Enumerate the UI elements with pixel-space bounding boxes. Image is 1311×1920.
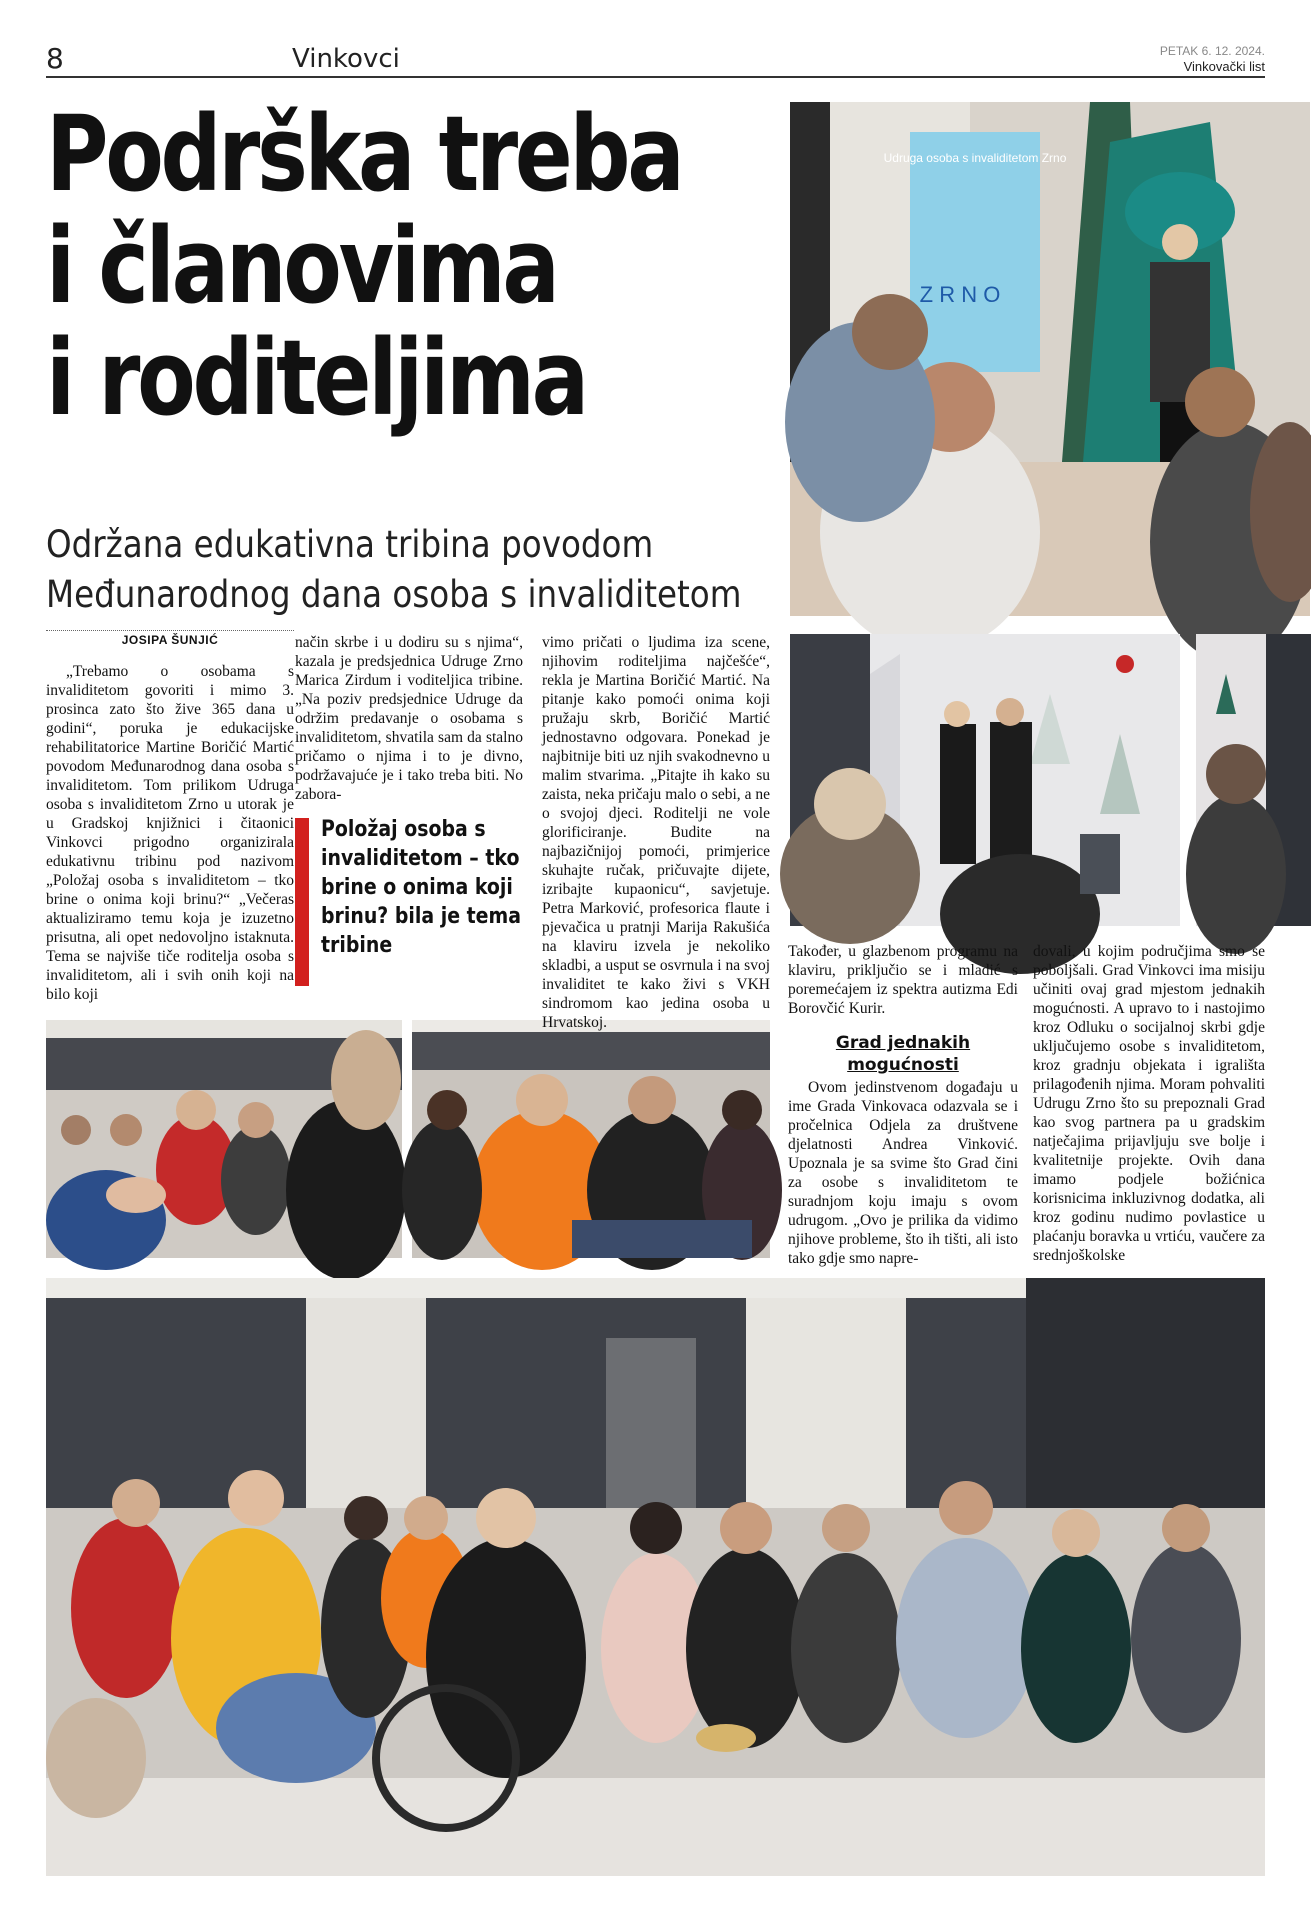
pull-quote: Položaj osoba s invaliditetom – tko brine o onima koji brinu? bila je tema tribine (321, 817, 521, 958)
photo-performers (790, 634, 1180, 926)
body-paragraph: Ovom jedinstvenom događaju u ime Grada Vinkovaca odazvala se i pročelnica Odjela za društvene djelatnosti Andrea Vinković. Upoznala je sa svime što Grad čini za osobe s invaliditetom te suradnjom koju imaju s ovom udrugom. „Ovo je prilika da vidimo njihove probleme, što ih tišti, ali isto tako gdje smo napre- (788, 1079, 1018, 1267)
headline-line: i članovima (46, 205, 557, 327)
photo-audience-wide (46, 1278, 1265, 1876)
banner-text: Udruga osoba s invaliditetom Zrno (883, 151, 1067, 165)
body-paragraph: način skrbe i u dodiru su s njima“, kazala je predsjednica Udruge Zrno Marica Zirdum i voditeljica tribine. „Na poziv predsjednice Udruge da održim predavanje o osobama s invaliditetom, shvatila sam da stalno pričamo o njima i to je divno, podržavajuće je i tako treba biti. No zabora- (295, 634, 523, 803)
newspaper-name: Vinkovački list (1183, 59, 1265, 74)
body-paragraph: „Trebamo o osobama s invaliditetom govoriti i mimo 3. prosinca zato što žive 365 dana u godini“, poruka je edukacijske rehabilitatorice Martine Boričić Martić povodom Međunarodnog dana osoba s invaliditetom. Tom prilikom Udruga osoba s invaliditetom Zrno u utorak je u Gradskoj knjižnici i čitaonici Vinkovci prigodno organizirala edukativnu tribinu pod nazivom „Položaj osoba s invaliditetom – tko brine o onima koji brinu?“ „Večeras aktualiziramo temu koja je izuzetno prisutna, ali opet nedovoljno istaknuta. Tema se najviše tiče roditelja osoba s invaliditetom, ali i svih onih koji na bilo koji (46, 663, 294, 1003)
body-column-2 (295, 633, 523, 803)
banner-logo: Z R N O (919, 282, 1001, 307)
photo-speaker (790, 102, 1310, 616)
body-column-4 (788, 942, 1018, 1034)
body-paragraph: vimo pričati o ljudima iza scene, njihovim roditeljima najčešće“, rekla je Martina Boričić Martić. Na pitanje kako pomoći onima koji pružaju skrb, Boričić Martić jednostavno odgovara. Ponekad je najbitnije biti uz njih svakodnevno u malim stvarima. „Pitajte ih kako su zaista, neka pričaju malo o sebi, a ne o svojoj djeci. Roditelji ne vole glorificiranje. Budite na najbazičnijoj pomoći, primjerice skuhajte ručak, pričuvajte dijete, izribajte kupaonicu“, savjetuje. Petra Marković, profesorica flaute i pjevačica u pratnji Marija Rakušića na klaviru izvela je nekoliko skladbi, a usput se osvrnula i na svoj invaliditet te kako živi s VKH sindromom kao jedina osoba u Hrvatskoj. (542, 634, 770, 1031)
byline-rule (46, 630, 294, 631)
subtitle-line: Međunarodnog dana osoba s invaliditetom (46, 573, 742, 616)
body-paragraph: Također, u glazbenom programu na klaviru, priključio se i mladić s poremećajem iz spektra autizma Edi Borovčić Kurir. (788, 943, 1018, 1017)
headline (46, 93, 784, 439)
page-number: 8 (46, 42, 64, 75)
section-name: Vinkovci (292, 44, 400, 74)
body-paragraph: dovali, u kojim područjima smo se poboljšali. Grad Vinkovci ima misiju učiniti ovaj grad mjestom jednakih mogućnosti. A upravo to i nastojimo kroz Odluku o socijalnoj skrbi gdje uključujemo osobe s invaliditetom, kroz gradnju objekata i igrališta prilagođenih njima. Moram pohvaliti Udrugu Zrno što su prepoznali Grad kao svog partnera pa u gradskim natječajima prijavljuju sve bolje i kvalitetnije projekte. Ovih dana imamo podjele božićnica korisnicima inkluzivnog dodatka, ali kroz godinu nudimo povlastice u plaćanju boravka u vrtiću, vaučere za srednjoškolske (1033, 943, 1265, 1264)
photo-audience-orange (412, 1020, 770, 1258)
byline: JOSIPA ŠUNJIĆ (121, 633, 219, 647)
pull-quote-bar (295, 818, 309, 986)
headline-line: i roditeljima (46, 317, 586, 439)
issue-date: PETAK 6. 12. 2024. (1159, 44, 1265, 58)
subtitle-line: Održana edukativna tribina povodom (46, 523, 654, 566)
subtitle (46, 520, 812, 620)
headline-line: Podrška treba (46, 93, 682, 215)
photo-audience-clapping (46, 1020, 402, 1258)
body-column-3 (542, 633, 770, 1031)
section-subhead: Grad jednakih mogućnosti (835, 1033, 971, 1075)
body-column-1 (46, 662, 294, 1003)
header-rule (46, 76, 1265, 78)
body-column-5 (788, 1078, 1018, 1268)
body-column-6 (1033, 942, 1265, 1268)
photo-partial-audience (1196, 634, 1311, 926)
